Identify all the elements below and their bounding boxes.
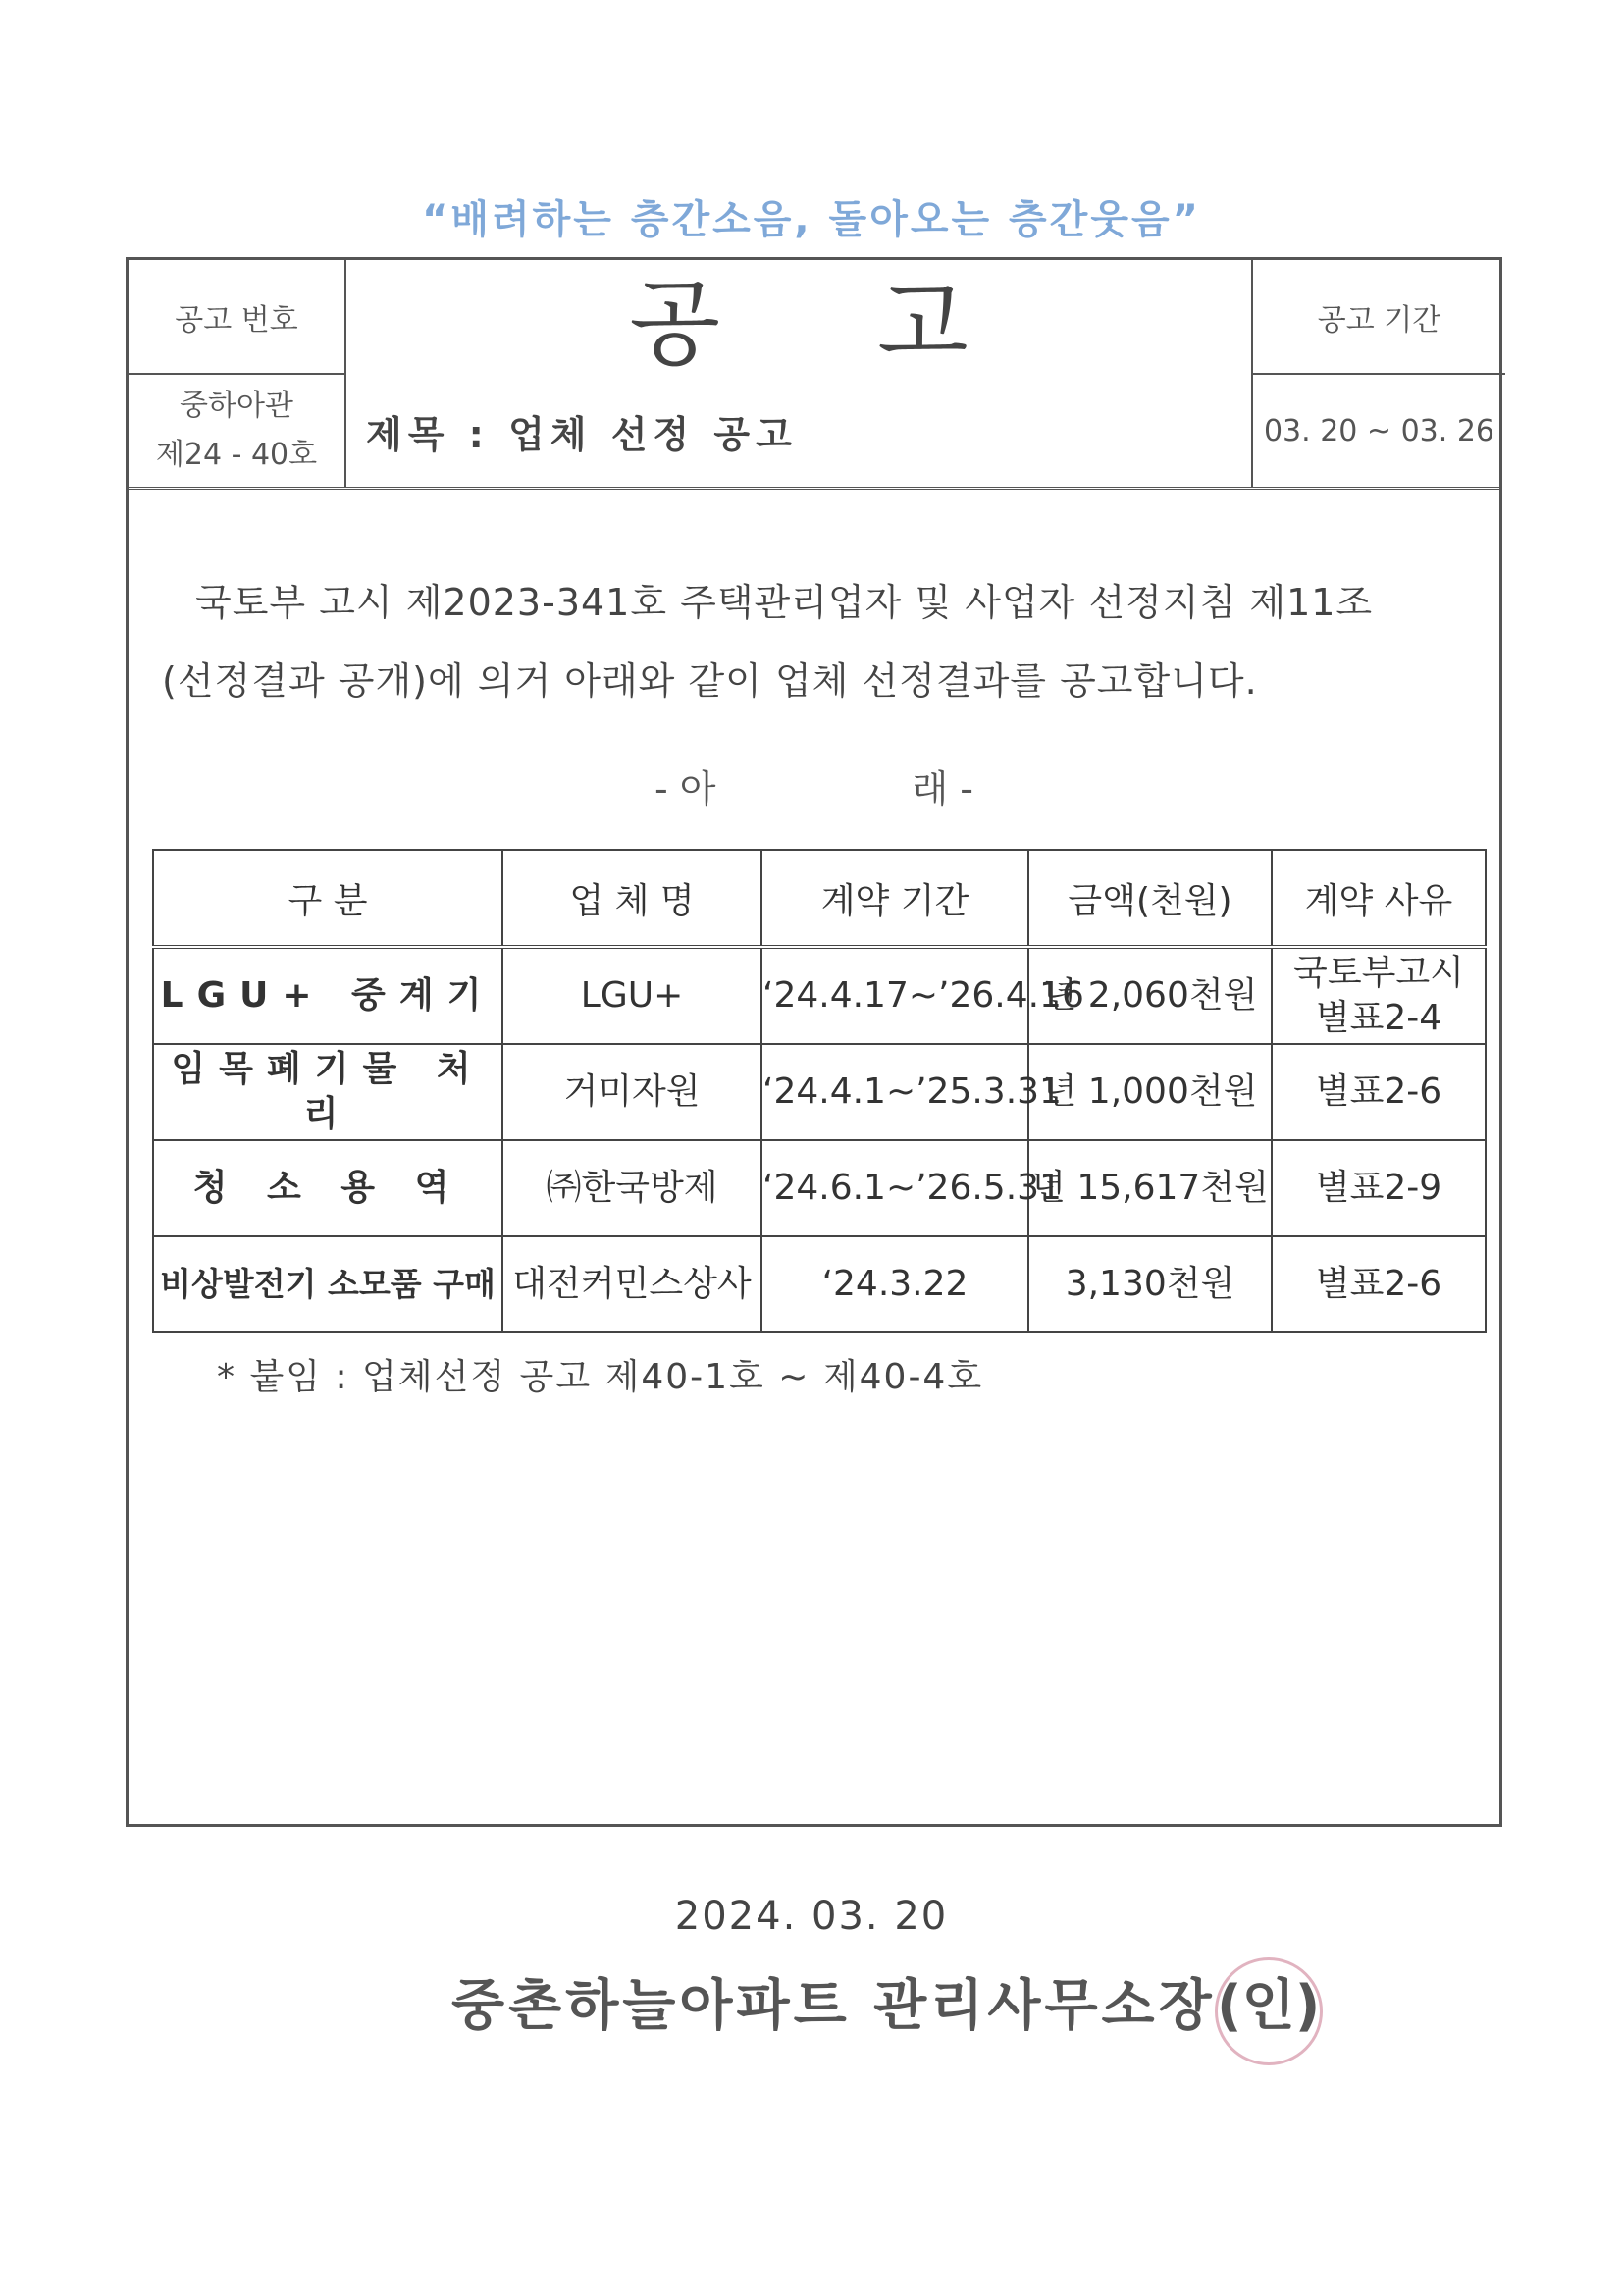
header-category: 구 분 xyxy=(153,850,502,947)
notice-header xyxy=(129,260,1499,490)
table-row xyxy=(153,1140,1486,1236)
row-amount: 년 1,000천원 xyxy=(1028,1044,1272,1140)
table-row xyxy=(153,947,1486,1044)
below-heading-right: 래 - xyxy=(912,767,973,810)
page-title xyxy=(346,260,1251,379)
office-signature: 중촌하늘아파트 관리사무소장 xyxy=(451,1974,1216,2038)
issue-date: 2024. 03. 20 xyxy=(674,1894,949,1939)
period-label: 공고 기간 xyxy=(1317,302,1441,338)
header-company: 업 체 명 xyxy=(502,850,761,947)
attachment-note: * 붙임 : 업체선정 공고 제40-1호 ~ 제40-4호 xyxy=(217,1357,984,1397)
row-category: LGU+ 중계기 xyxy=(153,947,502,1044)
vendor-table xyxy=(152,849,1487,1333)
row-period: ‘24.4.1~’25.3.31 xyxy=(761,1044,1028,1140)
header-reason: 계약 사유 xyxy=(1272,850,1486,947)
row-reason: 별표2-6 xyxy=(1272,1236,1486,1332)
seal-mark: (인) xyxy=(1217,1974,1321,2038)
notice-frame xyxy=(126,257,1502,1827)
body-line-1: 국토부 고시 제2023-341호 주택관리업자 및 사업자 선정지침 제11조 xyxy=(195,581,1374,624)
row-period: ‘24.6.1~’26.5.31 xyxy=(761,1140,1028,1236)
slogan: “배려하는 층간소음, 돌아오는 층간웃음” xyxy=(422,197,1201,242)
below-heading xyxy=(129,758,1499,812)
row-reason: 별표2-9 xyxy=(1272,1140,1486,1236)
row-category: 임목폐기물 처리 xyxy=(153,1044,502,1140)
notice-number-line1: 중하아관 xyxy=(180,389,293,423)
row-company: 거미자원 xyxy=(502,1044,761,1140)
row-category: 비상발전기 소모품 구매 xyxy=(153,1236,502,1332)
title-char-1: 공 xyxy=(629,269,720,379)
table-row xyxy=(153,1236,1486,1332)
below-heading-left: - 아 xyxy=(654,767,716,810)
number-label: 공고 번호 xyxy=(175,302,298,338)
row-period: ‘24.4.17~’26.4.16 xyxy=(761,947,1028,1044)
row-company: 대전커민스상사 xyxy=(502,1236,761,1332)
notice-number xyxy=(129,375,344,487)
row-reason: 별표2-6 xyxy=(1272,1044,1486,1140)
row-amount: 년 15,617천원 xyxy=(1028,1140,1272,1236)
table-row xyxy=(153,1044,1486,1140)
header-period: 계약 기간 xyxy=(761,850,1028,947)
row-amount: 년 2,060천원 xyxy=(1028,947,1272,1044)
row-company: LGU+ xyxy=(502,947,761,1044)
row-amount: 3,130천원 xyxy=(1028,1236,1272,1332)
notice-subject: 제목 : 업체 선정 공고 xyxy=(366,412,798,456)
notice-number-line2: 제24 - 40호 xyxy=(155,438,318,472)
notice-period: 03. 20 ~ 03. 26 xyxy=(1263,413,1495,448)
row-category: 청 소 용 역 xyxy=(153,1140,502,1236)
row-reason: 국토부고시 별표2-4 xyxy=(1272,947,1486,1044)
row-company: ㈜한국방제 xyxy=(502,1140,761,1236)
table-header-row xyxy=(153,850,1486,947)
body-line-2: (선정결과 공개)에 의거 아래와 같이 업체 선정결과를 공고합니다. xyxy=(162,659,1258,703)
title-char-2: 고 xyxy=(877,269,969,379)
row-period: ‘24.3.22 xyxy=(761,1236,1028,1332)
header-amount: 금액(천원) xyxy=(1028,850,1272,947)
